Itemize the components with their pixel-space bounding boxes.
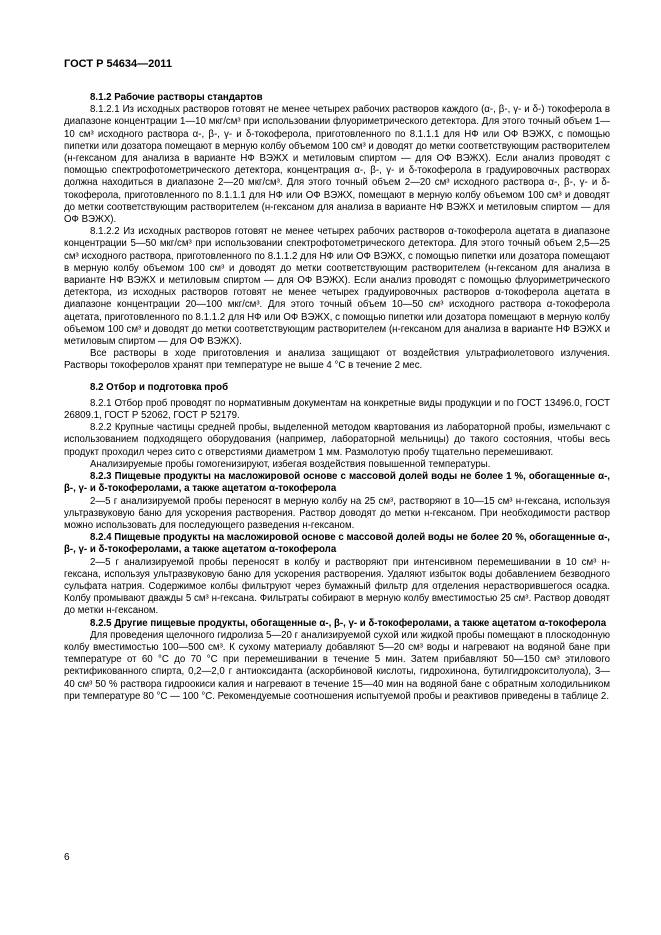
paragraph-8-2-5: Для проведения щелочного гидролиза 5—20 г анализируемой сухой или жидкой пробы помещают в плоскодонную колбу вместимостью 100—500 см³. К сухому материалу добавляют 5—20 см³ воды и нагревают на водяной бане при температуре от 60 °С до 70 °С при перемешивании в течение 5 мин. Затем прибавляют 50—150 см³ этилового ректификованного спирта, 0,2—2,0 г антиоксиданта (аскорбиновой кислоты, гидрохинона, бутилгидрокситолуола), 3—40 см³ 50 % раствора гидроокиси калия и нагревают в течение 15—40 мин на водяной бане с обратным холодильником при температуре 80 °С — 100 °С. Рекомендуемые соотношения испытуемой пробы и реактивов приведены в таблице 2. (64, 629, 610, 702)
section-8-2-5-title: 8.2.5 Другие пищевые продукты, обогащенные α-, β-, γ- и δ-токоферолами, а также ацетатом α-токоферола (90, 617, 607, 629)
paragraph-8-1-2-2: 8.1.2.2 Из исходных растворов готовят не менее четырех рабочих растворов α-токоферола ацетата в диапазоне концентрации 5—50 мкг/см³ при использовании спектрофотометрического детектора. Для этого точный объем 2,5—25 см³ исходного раствора, приготовленного по 8.1.1.2 для НФ или ОФ ВЭЖХ, с помощью пипетки или дозатора помещают в мерную колбу объемом 100 см³ и доводят до метки соответствующим растворителем (н-гексаном для анализа в варианте НФ ВЭЖХ и метиловым спиртом — для ОФ ВЭЖХ). Если анализ проводят с помощью флуориметрического детектора, из исходных растворов готовят не менее четырех градуировочных растворов α-токоферола ацетата в диапазоне концентрации 20—100 мкг/см³. Для этого точный объем 10—50 см³ исходного раствора α-токоферола ацетата, приготовленного по 8.1.1.2 для НФ или ОФ ВЭЖХ, с помощью пипетки или дозатора помещают в мерную колбу объемом 100 см³ и доводят до метки соответствующим растворителем (н-гексаном для анализа в варианте НФ ВЭЖХ и метиловым спиртом — для ОФ ВЭЖХ). (64, 226, 610, 348)
paragraph-8-2-1: 8.2.1 Отбор проб проводят по нормативным документам на конкретные виды продукции и по ГОСТ 13496.0, ГОСТ 26809.1, ГОСТ Р 52062, ГОСТ Р 52179. (64, 397, 610, 422)
paragraph-8-1-2-1: 8.1.2.1 Из исходных растворов готовят не менее четырех рабочих растворов каждого (α-, β-, γ- и δ-) токоферола в диапазоне концентрации 1—10 мкг/см³ при использовании флуориметрического детектора. Для этого точный объем 1—10 см³ исходного раствора α-, β-, γ- и δ-токоферола, приготовленного по 8.1.1.1 для НФ или ОФ ВЭЖХ, с помощью пипетки или дозатора помещают в мерную колбу объемом 100 см³ и доводят до метки соответствующим растворителем (н-гексаном для анализа в варианте НФ ВЭЖХ и метиловым спиртом — для ОФ ВЭЖХ). Если анализ проводят с помощью спектрофотометрического детектора, концентрация α-, β-, γ- и δ-токоферола в градуировочных растворах должна находиться в диапазоне 2—20 мкг/см³. Для этого точный объем 2—20 см³ исходного раствора α-, β-, γ- и δ-токоферола, приготовленного по 8.1.1.1 для НФ или ОФ ВЭЖХ, помещают в мерную колбу объемом 100 см³ и доводят до метки соответствующим растворителем (н-гексаном для анализа в варианте НФ ВЭЖХ и метиловым спиртом — для ОФ ВЭЖХ). (64, 104, 610, 226)
paragraph-homogenize: Анализируемые пробы гомогенизируют, избегая воздействия повышенной температуры. (90, 458, 491, 470)
section-8-2-4-title: 8.2.4 Пищевые продукты на масложировой основе с массовой долей воды не более 20 %, обогащенные α-, β-, γ- и δ-токоферолами, а также ацетатом α-токоферола (64, 532, 610, 556)
section-8-2-3-title: 8.2.3 Пищевые продукты на масложировой основе с массовой долей воды не более 1 %, обогащенные α-, β-, γ- и δ-токоферолами, а также ацетатом α-токоферола (64, 471, 610, 495)
paragraph-8-2-2: 8.2.2 Крупные частицы средней пробы, выделенной методом квартования из лабораторной пробы, измельчают с использованием подходящего оборудования (например, лабораторной мельницы) до такого состояния, чтобы весь продукт проходил через сито с отверстиями диаметром 1 мм. Размолотую пробу тщательно перемешивают. (64, 422, 610, 458)
paragraph-8-2-3: 2—5 г анализируемой пробы переносят в мерную колбу на 25 см³, растворяют в 10—15 см³ н-гексана, используя ультразвуковую баню для ускорения растворения. Раствор доводят до метки н-гексаном. При необходимости раствор можно использовать для последующего разведения н-гексаном. (64, 495, 610, 531)
paragraph-8-2-4: 2—5 г анализируемой пробы переносят в колбу и растворяют при интенсивном перемешивании в 10 см³ н-гексана, используя ультразвуковую баню для ускорения растворения. Удаляют избыток воды добавлением безводного сульфата натрия. Содержимое колбы фильтруют через бумажный фильтр для отделения нерастворившегося осадка. Колбу промывают дважды 5 см³ н-гексана. Фильтраты собирают в мерную колбу вместимостью 25 см³. Раствор доводят до метки н-гексаном. (64, 556, 610, 617)
section-8-1-2-title: 8.1.2 Рабочие растворы стандартов (90, 92, 263, 103)
document-body (64, 92, 610, 703)
standard-header: ГОСТ Р 54634—2011 (64, 58, 172, 70)
section-8-2-title: 8.2 Отбор и подготовка проб (90, 381, 229, 393)
page-number: 6 (64, 852, 70, 863)
paragraph-uv-protection: Все растворы в ходе приготовления и анализа защищают от воздействия ультрафиолетового излучения. Растворы токоферолов хранят при температуре не выше 4 °С в течение 2 мес. (64, 348, 610, 372)
